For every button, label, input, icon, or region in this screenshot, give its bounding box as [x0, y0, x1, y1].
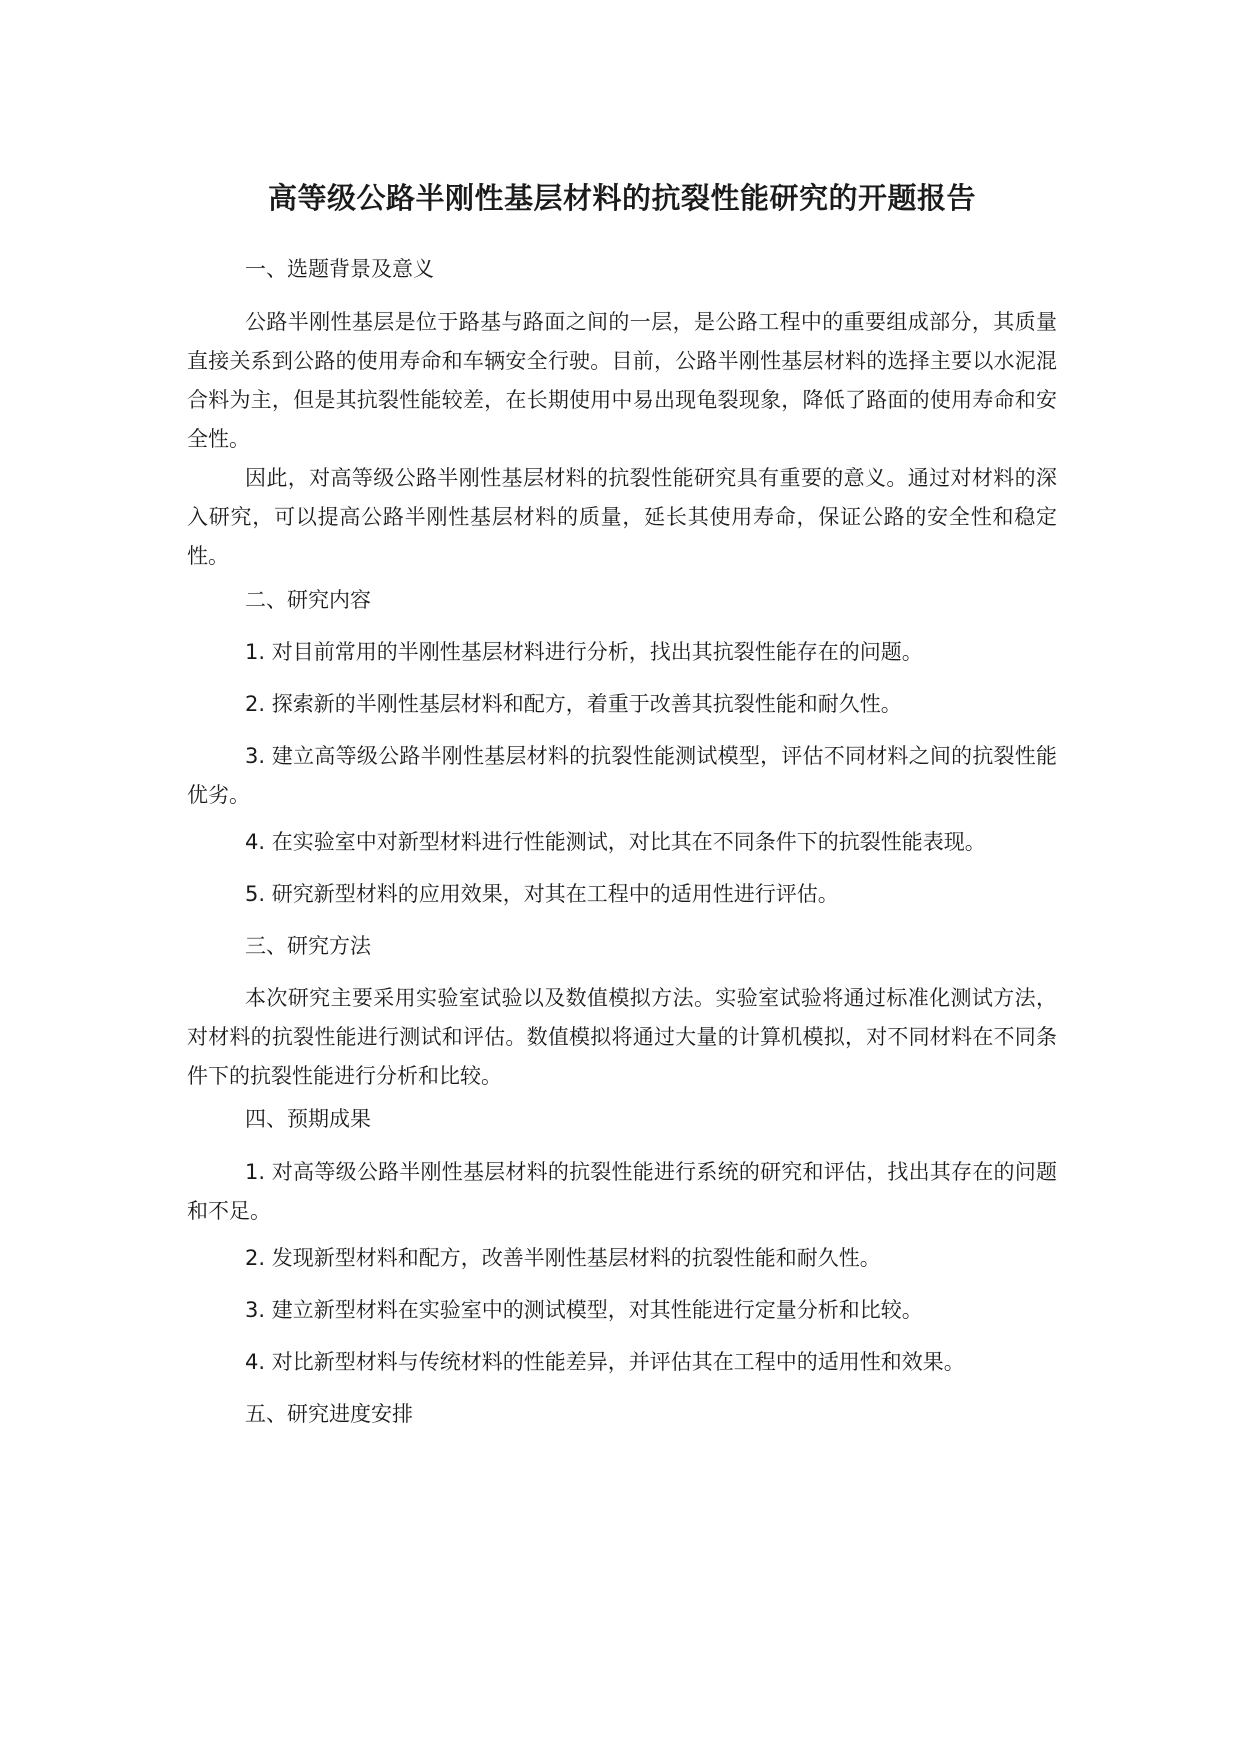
section-heading-background: 一、选题背景及意义 [245, 257, 434, 281]
section-heading-outcomes: 四、预期成果 [245, 1107, 371, 1131]
outcome-item-3: 3. 建立新型材料在实验室中的测试模型，对其性能进行定量分析和比较。 [245, 1298, 923, 1322]
content-item-5: 5. 研究新型材料的应用效果，对其在工程中的适用性进行评估。 [245, 882, 839, 906]
section-heading-methods: 三、研究方法 [245, 934, 371, 958]
paragraph-background-1: 公路半刚性基层是位于路基与路面之间的一层，是公路工程中的重要组成部分，其质量直接关系到公路的使用寿命和车辆安全行驶。目前，公路半刚性基层材料的选择主要以水泥混合料为主，但是其抗裂性能较差，在长期使用中易出现龟裂现象，降低了路面的使用寿命和安全性。 [187, 310, 1057, 451]
document-title: 高等级公路半刚性基层材料的抗裂性能研究的开题报告 [267, 181, 976, 215]
content-item-3: 3. 建立高等级公路半刚性基层材料的抗裂性能测试模型，评估不同材料之间的抗裂性能优劣。 [187, 744, 1057, 807]
paragraph-methods: 本次研究主要采用实验室试验以及数值模拟方法。实验室试验将通过标准化测试方法，对材料的抗裂性能进行测试和评估。数值模拟将通过大量的计算机模拟，对不同材料在不同条件下的抗裂性能进行分析和比较。 [187, 986, 1057, 1088]
outcome-item-1: 1. 对高等级公路半刚性基层材料的抗裂性能进行系统的研究和评估，找出其存在的问题和不足。 [187, 1160, 1057, 1223]
section-heading-content: 二、研究内容 [245, 588, 371, 612]
section-heading-schedule: 五、研究进度安排 [245, 1402, 413, 1426]
paragraph-background-2: 因此，对高等级公路半刚性基层材料的抗裂性能研究具有重要的意义。通过对材料的深入研究，可以提高公路半刚性基层材料的质量，延长其使用寿命，保证公路的安全性和稳定性。 [187, 466, 1057, 568]
content-item-2: 2. 探索新的半刚性基层材料和配方，着重于改善其抗裂性能和耐久性。 [245, 692, 902, 716]
outcome-item-4: 4. 对比新型材料与传统材料的性能差异，并评估其在工程中的适用性和效果。 [245, 1350, 965, 1374]
outcome-item-2: 2. 发现新型材料和配方，改善半刚性基层材料的抗裂性能和耐久性。 [245, 1246, 881, 1270]
content-item-4: 4. 在实验室中对新型材料进行性能测试，对比其在不同条件下的抗裂性能表现。 [245, 830, 986, 854]
content-item-1: 1. 对目前常用的半刚性基层材料进行分析，找出其抗裂性能存在的问题。 [245, 640, 923, 664]
